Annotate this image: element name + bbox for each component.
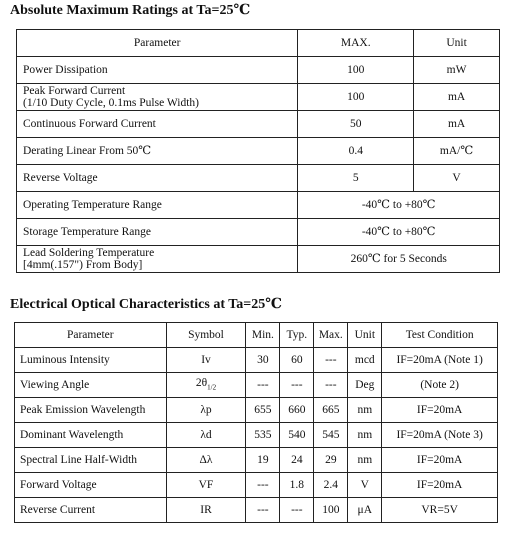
param-cell: Reverse Voltage (17, 165, 298, 192)
table-row (17, 246, 500, 273)
unit-cell: V (414, 165, 500, 192)
param-cell (17, 246, 298, 273)
unit-cell: mcd (348, 348, 382, 373)
header-unit: Unit (348, 323, 382, 348)
table-row (15, 473, 498, 498)
condition-cell: IF=20mA (Note 3) (382, 423, 498, 448)
table-row (15, 398, 498, 423)
param-cell: Operating Temperature Range (17, 192, 298, 219)
min-cell: --- (246, 498, 280, 523)
symbol-cell: Iv (166, 348, 246, 373)
table-row (15, 448, 498, 473)
min-cell: 19 (246, 448, 280, 473)
max-cell: 50 (298, 111, 414, 138)
value-cell: -40℃ to +80℃ (298, 192, 500, 219)
unit-cell: mW (414, 57, 500, 84)
abs-max-title: Absolute Maximum Ratings at Ta=25℃ (10, 3, 251, 18)
param-cell: Power Dissipation (17, 57, 298, 84)
unit-cell: Deg (348, 373, 382, 398)
header-typ: Typ. (280, 323, 314, 348)
condition-cell: IF=20mA (Note 1) (382, 348, 498, 373)
table-row (15, 423, 498, 448)
typ-cell: 24 (280, 448, 314, 473)
max-cell: 100 (298, 84, 414, 111)
table-row (15, 348, 498, 373)
param-line-1: Peak Forward Current (23, 85, 126, 97)
typ-cell: 540 (280, 423, 314, 448)
symbol-cell: λp (166, 398, 246, 423)
param-cell: Storage Temperature Range (17, 219, 298, 246)
max-cell: 0.4 (298, 138, 414, 165)
max-cell: 5 (298, 165, 414, 192)
typ-cell: --- (280, 498, 314, 523)
table-row (17, 219, 500, 246)
unit-cell: mA (414, 111, 500, 138)
min-cell: --- (246, 473, 280, 498)
max-cell: 100 (298, 57, 414, 84)
table-header-row (17, 30, 500, 57)
condition-cell: (Note 2) (382, 373, 498, 398)
param-cell: Luminous Intensity (15, 348, 167, 373)
unit-cell: mA (414, 84, 500, 111)
typ-cell: 660 (280, 398, 314, 423)
param-line-1: Lead Soldering Temperature (23, 247, 155, 259)
value-cell: 260℃ for 5 Seconds (298, 246, 500, 273)
min-cell: 655 (246, 398, 280, 423)
symbol-cell: IR (166, 498, 246, 523)
param-cell: Peak Emission Wavelength (15, 398, 167, 423)
unit-cell: nm (348, 448, 382, 473)
param-line-2: (1/10 Duty Cycle, 0.1ms Pulse Width) (23, 97, 199, 109)
condition-cell: IF=20mA (382, 473, 498, 498)
header-unit: Unit (414, 30, 500, 57)
param-cell: Spectral Line Half-Width (15, 448, 167, 473)
value-cell: -40℃ to +80℃ (298, 219, 500, 246)
max-cell: 665 (314, 398, 348, 423)
min-cell: 535 (246, 423, 280, 448)
max-cell: 2.4 (314, 473, 348, 498)
condition-cell: IF=20mA (382, 448, 498, 473)
symbol-cell: Δλ (166, 448, 246, 473)
symbol-main: 2θ (195, 376, 208, 389)
max-cell: --- (314, 348, 348, 373)
unit-cell: V (348, 473, 382, 498)
header-parameter: Parameter (15, 323, 167, 348)
abs-max-table (16, 29, 500, 273)
table-row (17, 111, 500, 138)
header-test-condition: Test Condition (382, 323, 498, 348)
table-header-row (15, 323, 498, 348)
max-cell: 100 (314, 498, 348, 523)
param-cell: Viewing Angle (15, 373, 167, 398)
header-min: Min. (246, 323, 280, 348)
header-symbol: Symbol (166, 323, 246, 348)
max-cell: 29 (314, 448, 348, 473)
table-row (15, 373, 498, 398)
typ-cell: 60 (280, 348, 314, 373)
unit-cell: mA/℃ (414, 138, 500, 165)
typ-cell: --- (280, 373, 314, 398)
condition-cell: IF=20mA (382, 398, 498, 423)
header-parameter: Parameter (17, 30, 298, 57)
header-max: MAX. (298, 30, 414, 57)
table-row (17, 138, 500, 165)
param-cell: Dominant Wavelength (15, 423, 167, 448)
symbol-subscript: 1/2 (207, 383, 217, 392)
symbol-cell: VF (166, 473, 246, 498)
param-cell: Continuous Forward Current (17, 111, 298, 138)
min-cell: --- (246, 373, 280, 398)
condition-cell: VR=5V (382, 498, 498, 523)
table-row (17, 165, 500, 192)
symbol-cell: λd (166, 423, 246, 448)
unit-cell: μA (348, 498, 382, 523)
param-line-2: [4mm(.157") From Body] (23, 259, 143, 271)
min-cell: 30 (246, 348, 280, 373)
max-cell: 545 (314, 423, 348, 448)
symbol-cell (166, 373, 246, 398)
param-cell (17, 84, 298, 111)
table-row (15, 498, 498, 523)
param-cell: Derating Linear From 50℃ (17, 138, 298, 165)
eo-title: Electrical Optical Characteristics at Ta=25℃ (10, 297, 283, 312)
param-cell: Reverse Current (15, 498, 167, 523)
unit-cell: nm (348, 423, 382, 448)
table-row (17, 57, 500, 84)
table-row (17, 192, 500, 219)
eo-table (14, 322, 498, 523)
unit-cell: nm (348, 398, 382, 423)
param-cell: Forward Voltage (15, 473, 167, 498)
typ-cell: 1.8 (280, 473, 314, 498)
table-row (17, 84, 500, 111)
max-cell: --- (314, 373, 348, 398)
header-max: Max. (314, 323, 348, 348)
